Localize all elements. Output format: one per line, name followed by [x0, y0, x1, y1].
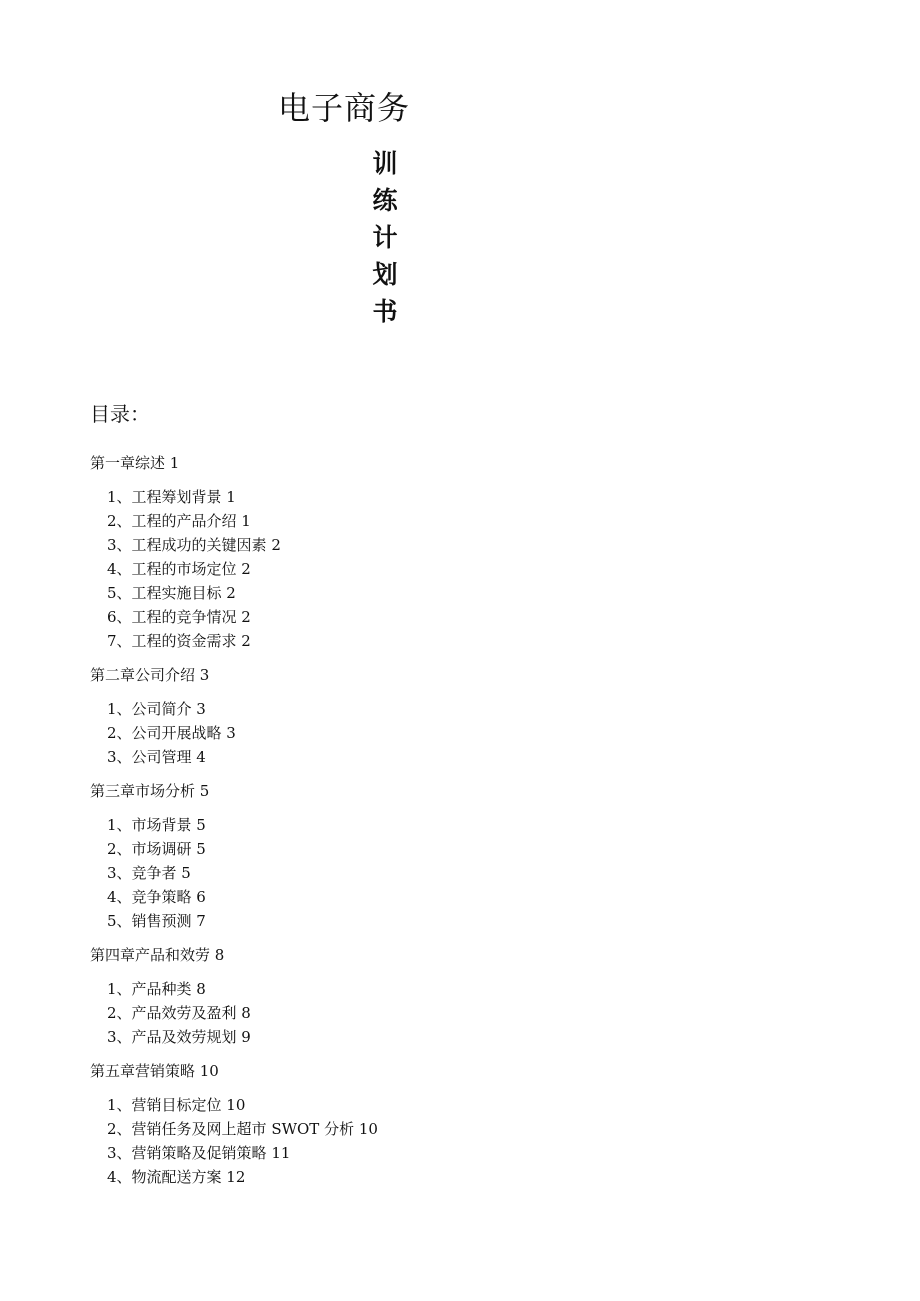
toc-item: 6、工程的竞争情况 2 [107, 608, 251, 626]
toc-heading: 目录： [90, 402, 150, 426]
toc-item: 3、营销策略及促销策略 11 [107, 1144, 291, 1162]
toc-chapter: 第五章营销策略 10 [90, 1062, 219, 1080]
toc-item: 2、市场调研 5 [107, 840, 206, 858]
toc-item: 1、工程筹划背景 1 [107, 488, 236, 506]
toc-item: 3、产品及效劳规划 9 [107, 1028, 251, 1046]
toc-chapter: 第二章公司介绍 3 [90, 666, 210, 684]
toc-item: 5、销售预测 7 [107, 912, 206, 930]
toc-item: 5、工程实施目标 2 [107, 584, 236, 602]
toc-chapter: 第三章市场分析 5 [90, 782, 210, 800]
toc-item: 1、营销目标定位 10 [107, 1096, 246, 1114]
table-of-contents [90, 450, 790, 1198]
toc-item: 7、工程的资金需求 2 [107, 632, 251, 650]
toc-item: 1、公司简介 3 [107, 700, 206, 718]
toc-item: 3、竞争者 5 [107, 864, 191, 882]
toc-item: 2、公司开展战略 3 [107, 724, 236, 742]
toc-item: 3、工程成功的关键因素 2 [107, 536, 281, 554]
toc-chapter-items [90, 1093, 790, 1189]
toc-item: 1、产品种类 8 [107, 980, 206, 998]
toc-item: 2、工程的产品介绍 1 [107, 512, 251, 530]
toc-item: 4、竞争策略 6 [107, 888, 206, 906]
toc-chapter-items [90, 813, 790, 933]
toc-item: 2、营销任务及网上超市 SWOT 分析 10 [107, 1120, 378, 1138]
toc-chapter-items [90, 977, 790, 1049]
toc-chapter-items [90, 697, 790, 769]
toc-item: 4、物流配送方案 12 [107, 1168, 246, 1186]
vertical-subtitle: 训练计划书 [369, 150, 398, 335]
toc-chapter: 第一章综述 1 [90, 454, 180, 472]
toc-item: 3、公司管理 4 [107, 748, 206, 766]
toc-chapter-items [90, 485, 790, 653]
toc-item: 2、产品效劳及盈利 8 [107, 1004, 251, 1022]
toc-chapter: 第四章产品和效劳 8 [90, 946, 225, 964]
document-title: 电子商务 [278, 89, 411, 127]
toc-item: 1、市场背景 5 [107, 816, 206, 834]
toc-item: 4、工程的市场定位 2 [107, 560, 251, 578]
